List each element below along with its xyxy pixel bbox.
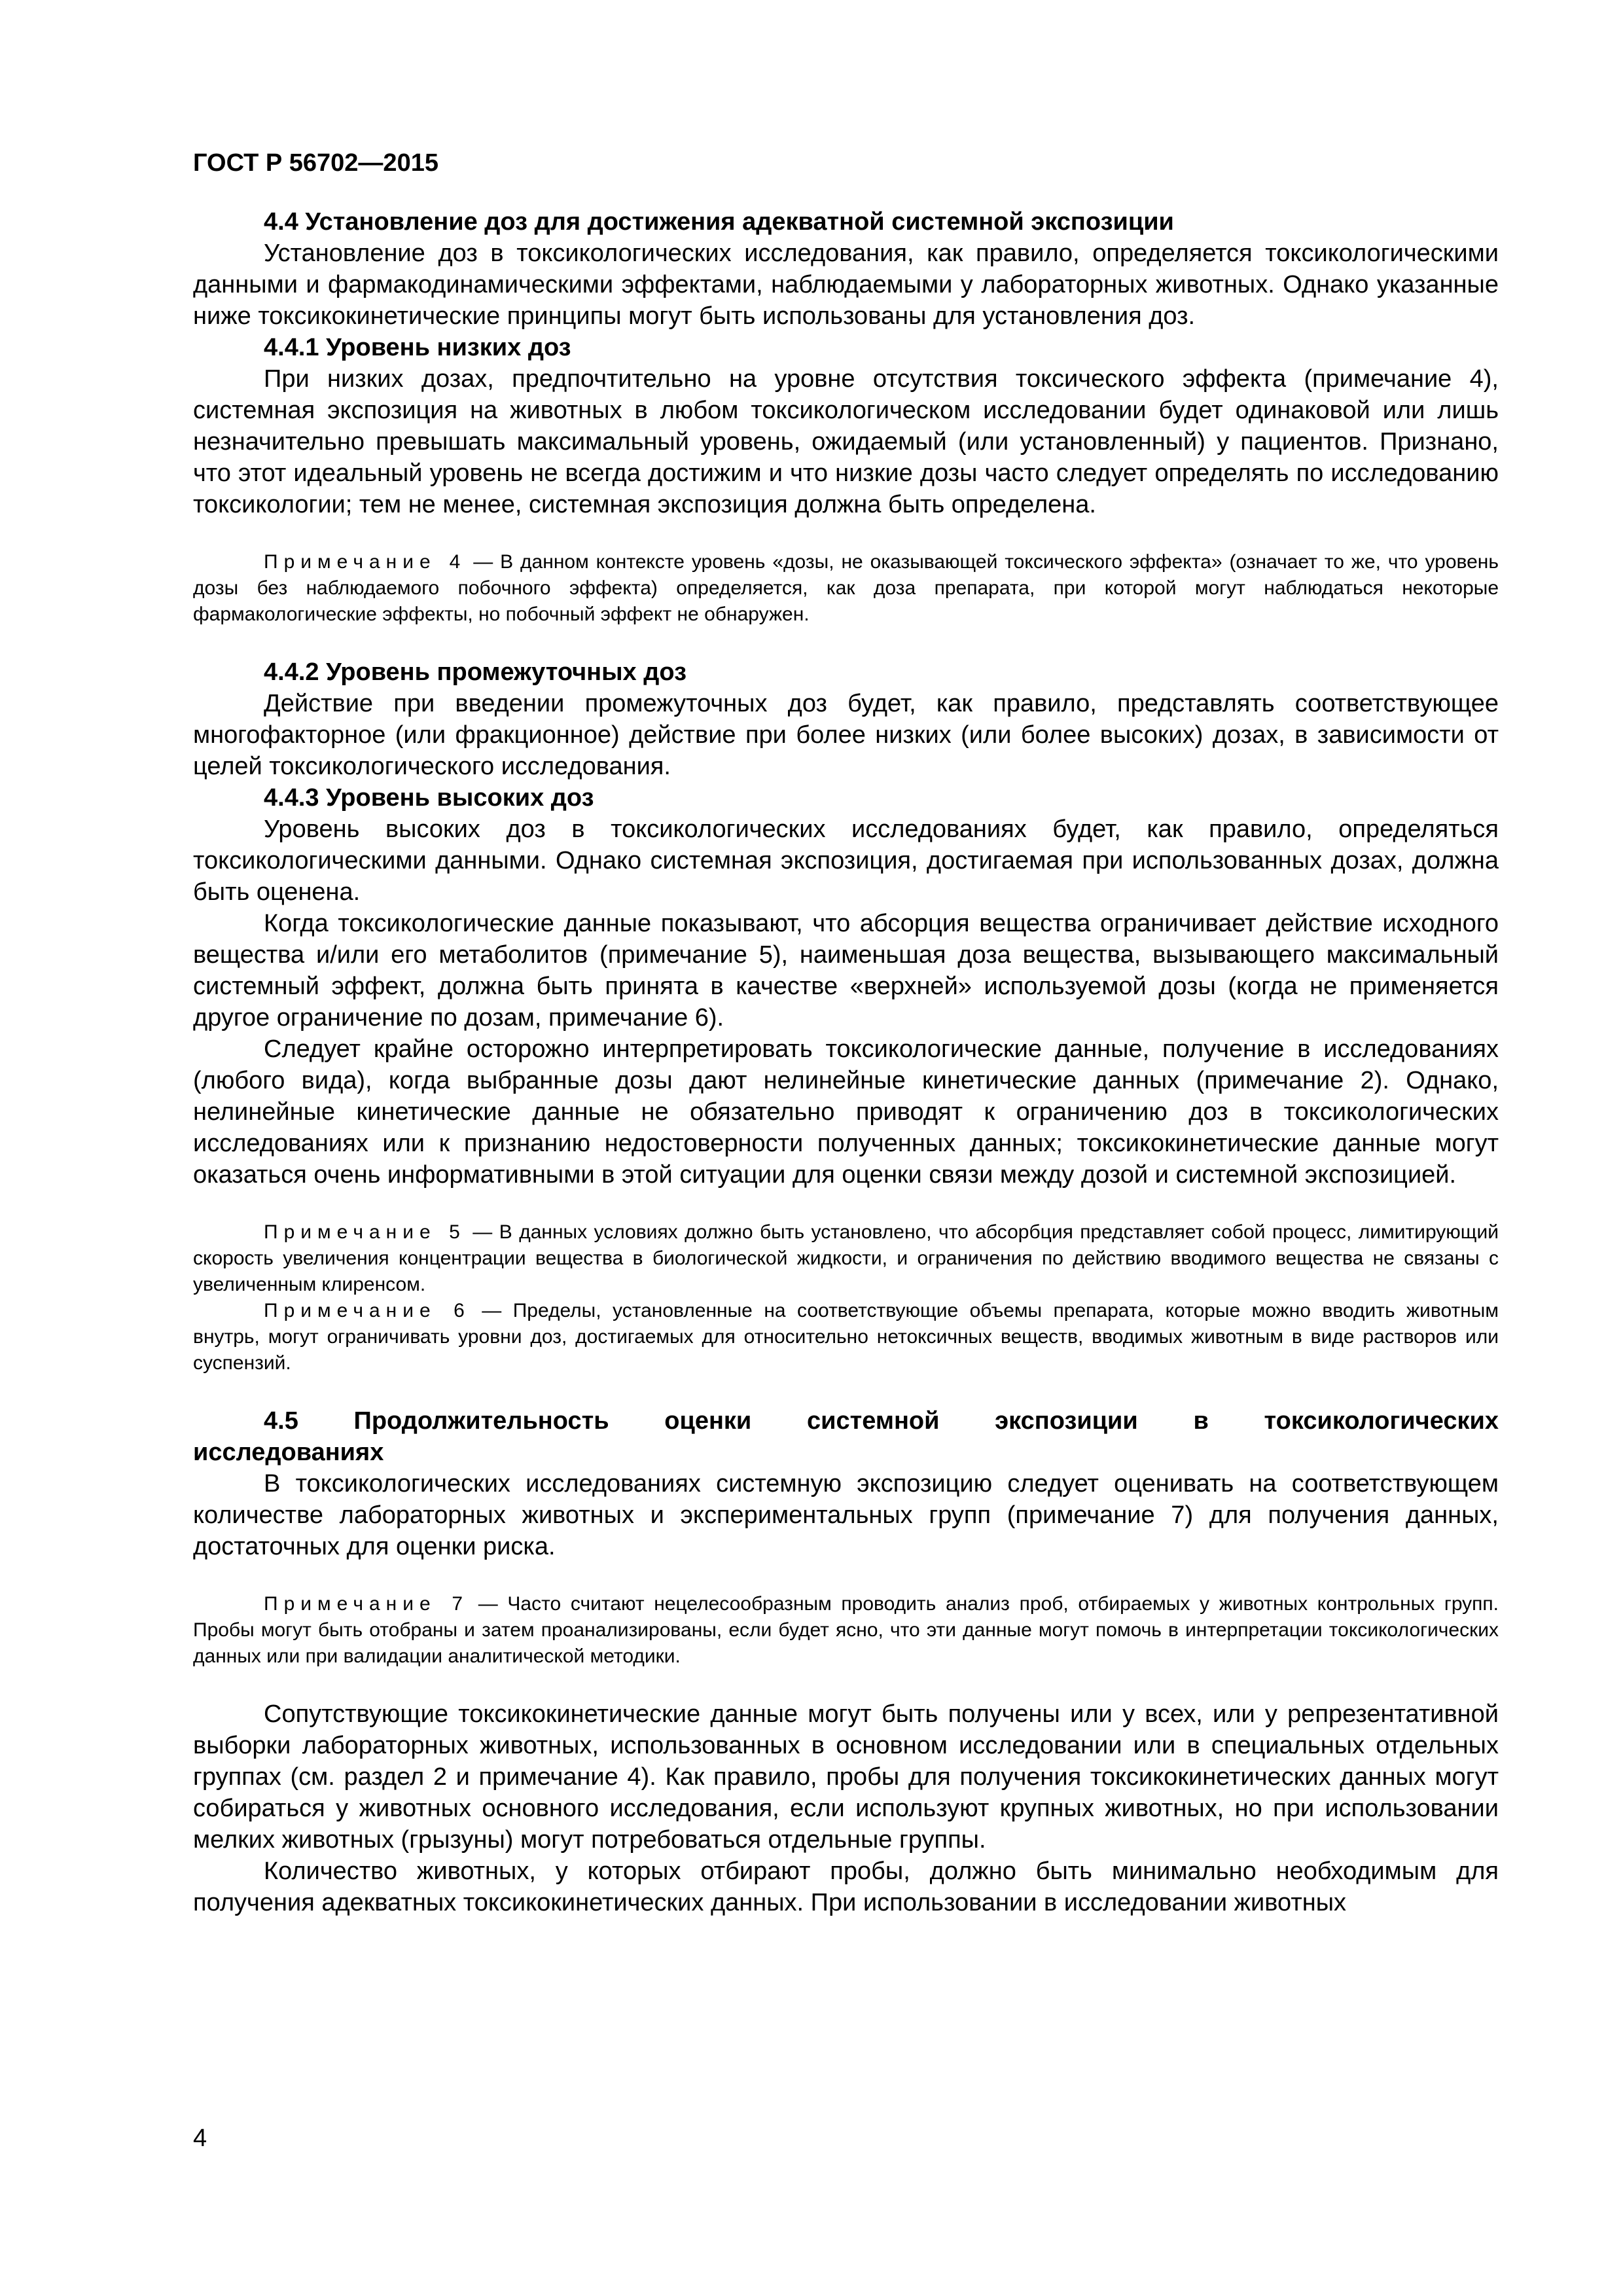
- section-heading-4-4: 4.4 Установление доз для достижения адекватной системной экспозиции: [264, 208, 1174, 236]
- section-heading-4-4-2: 4.4.2 Уровень промежуточных доз: [264, 658, 687, 686]
- note-text: — Пределы, установленные на соответствующие объемы препарата, которые можно вводить животным внутрь, могут ограничивать уровни доз, достигаемых для относительно нетоксичных веществ, вводимых животным в виде растворов или суспензий.: [193, 1300, 1499, 1374]
- paragraph: Уровень высоких доз в токсикологических исследованиях будет, как правило, определяться токсикологическими данными. Однако системная экспозиция, достигаемая при использованных дозах, должна быть оценена.: [193, 816, 1499, 906]
- document-page: [193, 147, 1499, 1918]
- paragraph: Следует крайне осторожно интерпретировать токсикологические данные, получение в исследованиях (любого вида), когда выбранные дозы дают нелинейные кинетические данных (примечание 2). Однако, нелинейные кинетические данные не обязательно приводят к ограничению доз в токсикологических исследованиях или к признанию недостоверности полученных данных; токсикокинетические данные могут оказаться очень информативными в этой ситуации для оценки связи между дозой и системной экспозицией.: [193, 1035, 1499, 1189]
- paragraph: В токсикологических исследованиях системную экспозицию следует оценивать на соответствующем количестве лабораторных животных и экспериментальных групп (примечание 7) для получения данных, достаточных для оценки риска.: [193, 1470, 1499, 1560]
- paragraph: Количество животных, у которых отбирают пробы, должно быть минимально необходимым для получения адекватных токсикокинетических данных. При использовании в исследовании животных: [193, 1857, 1499, 1916]
- note-label: Примечание 6: [264, 1300, 471, 1321]
- note-5: [193, 1219, 1499, 1298]
- note-4: [193, 549, 1499, 628]
- paragraph: Действие при введении промежуточных доз будет, как правило, представлять соответствующее многофакторное (или фракционное) действие при более низких (или более высоких) дозах, в зависимости от целей токсикологического исследования.: [193, 690, 1499, 780]
- note-text: — В данных условиях должно быть установлено, что абсорбция представляет собой процесс, лимитирующий скорость увеличения концентрации вещества в биологической жидкости, и ограничения по действию вводимого вещества не связаны с увеличенным клиренсом.: [193, 1221, 1499, 1295]
- section-heading-4-5-continued: исследованиях: [193, 1439, 384, 1466]
- note-text: — Часто считают нецелесообразным проводить анализ проб, отбираемых у животных контрольных групп. Пробы могут быть отобраны и затем проанализированы, если будет ясно, что эти данные могут помочь в интерпретации токсикологических данных или при валидации аналитической методики.: [193, 1593, 1499, 1667]
- paragraph: Установление доз в токсикологических исследования, как правило, определяется токсикологическими данными и фармакодинамическими эффектами, наблюдаемыми у лабораторных животных. Однако указанные ниже токсикокинетические принципы могут быть использованы для установления доз.: [193, 240, 1499, 330]
- note-text: — В данном контексте уровень «дозы, не оказывающей токсического эффекта» (означает то же, что уровень дозы без наблюдаемого побочного эффекта) определяется, как доза препарата, при которой могут наблюдаться некоторые фармакологические эффекты, но побочный эффект не обнаружен.: [193, 551, 1499, 625]
- section-heading-4-5: 4.5 Продолжительность оценки системной экспозиции в токсикологических: [264, 1407, 1499, 1435]
- note-label: Примечание 7: [264, 1593, 469, 1615]
- note-6: [193, 1298, 1499, 1376]
- note-label: Примечание 5: [264, 1221, 466, 1243]
- paragraph: При низких дозах, предпочтительно на уровне отсутствия токсического эффекта (примечание 4), системная экспозиция на животных в любом токсикологическом исследовании будет одинаковой или лишь незначительно превышать максимальный уровень, ожидаемый (или установленный) у пациентов. Признано, что этот идеальный уровень не всегда достижим и что низкие дозы часто следует определять по исследованию токсикологии; тем не менее, системная экспозиция должна быть определена.: [193, 365, 1499, 518]
- section-heading-4-4-1: 4.4.1 Уровень низких доз: [264, 334, 571, 361]
- section-heading-4-4-3: 4.4.3 Уровень высоких доз: [264, 784, 594, 812]
- note-7: [193, 1591, 1499, 1670]
- page-number: 4: [193, 2125, 207, 2152]
- paragraph: Когда токсикологические данные показывают, что абсорция вещества ограничивает действие исходного вещества и/или его метаболитов (примечание 5), наименьшая доза вещества, вызывающего максимальный системный эффект, должна быть принята в качестве «верхней» используемой дозы (когда не применяется другое ограничение по дозам, примечание 6).: [193, 910, 1499, 1031]
- paragraph: Сопутствующие токсикокинетические данные могут быть получены или у всех, или у репрезентативной выборки лабораторных животных, использованных в основном исследовании или в специальных отдельных группах (см. раздел 2 и примечание 4). Как правило, пробы для получения токсикокинетических данных могут собираться у животных основного исследования, если используют крупных животных, но при использовании мелких животных (грызуны) могут потребоваться отдельные группы.: [193, 1700, 1499, 1854]
- document-code: ГОСТ Р 56702—2015: [193, 149, 438, 177]
- note-label: Примечание 4: [264, 551, 467, 573]
